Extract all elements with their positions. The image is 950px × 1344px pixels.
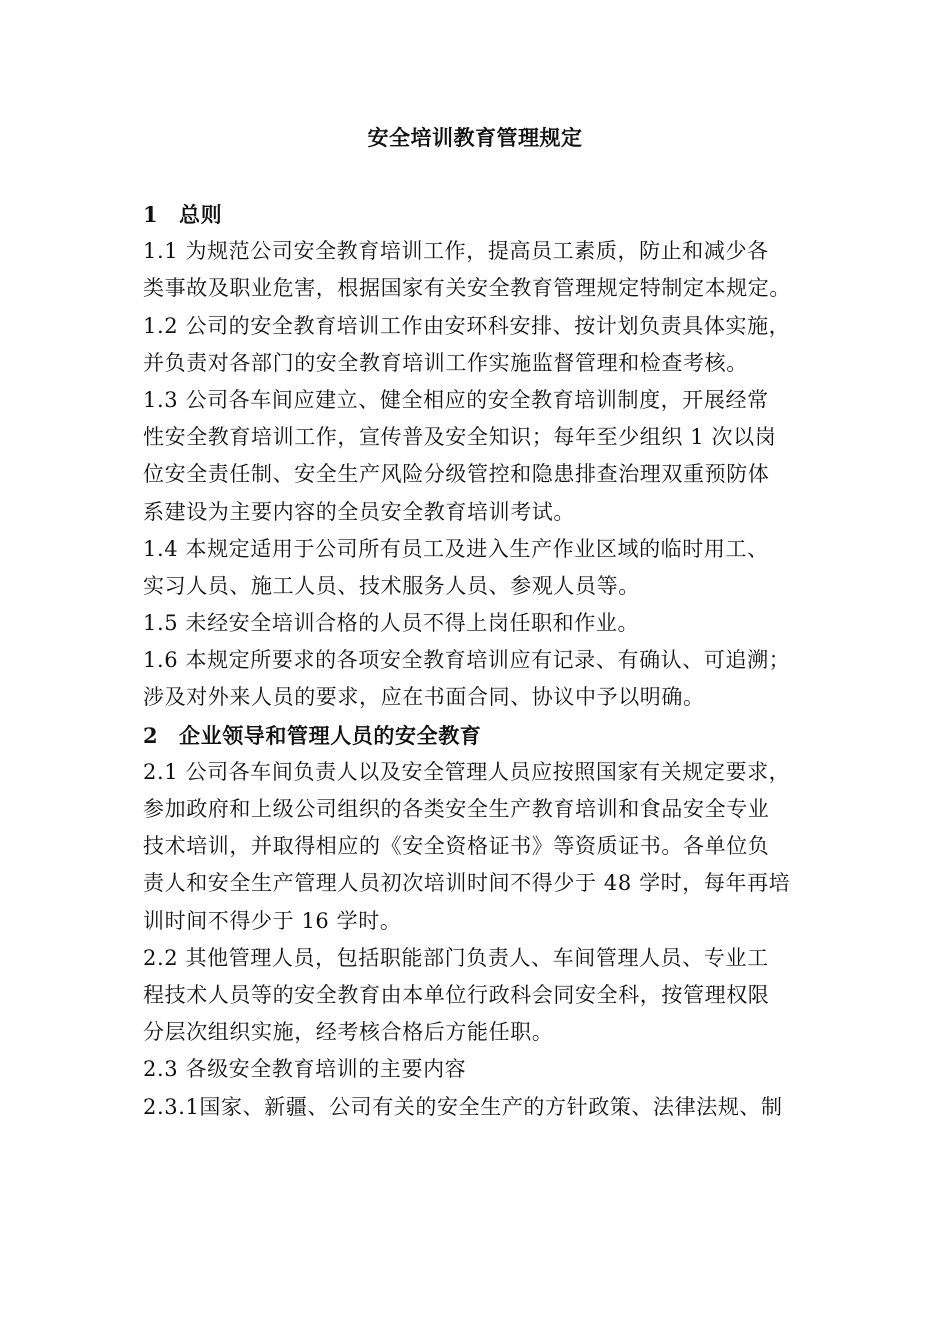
paragraph-line: 2.3 各级安全教育培训的主要内容 [143,1057,467,1082]
paragraph-line: 2.3.1国家、新疆、公司有关的安全生产的方针政策、法律法规、制 [143,1094,783,1119]
paragraph-line: 并负责对各部门的安全教育培训工作实施监督管理和检查考核。 [143,350,748,375]
section-heading [143,196,808,233]
document-title: 安全培训教育管理规定 [367,125,583,150]
section-title: 总则 [179,202,223,227]
section-number: 1 [143,202,159,227]
section-heading [143,717,808,754]
paragraph-line: 位安全责任制、安全生产风险分级管控和隐患排查治理双重预防体 [143,462,770,487]
paragraph-line: 程技术人员等的安全教育由本单位行政科会同安全科，按管理权限 [143,982,770,1007]
paragraph-line: 实习人员、施工人员、技术服务人员、参观人员等。 [143,573,640,598]
paragraph-line: 1.2 公司的安全教育培训工作由安环科安排、按计划负责具体实施， [143,313,791,338]
paragraph-line: 2.1 公司各车间负责人以及安全管理人员应按照国家有关规定要求， [143,759,791,784]
paragraph-line: 性安全教育培训工作，宣传普及安全知识；每年至少组织 1 次以岗 [143,425,777,450]
paragraph-line: 训时间不得少于 16 学时。 [143,908,402,933]
section-number: 2 [143,722,159,748]
paragraph-line: 责人和安全生产管理人员初次培训时间不得少于 48 学时，每年再培 [143,871,791,896]
document-body [143,196,808,1126]
paragraph-line: 1.3 公司各车间应建立、健全相应的安全教育培训制度，开展经常 [143,387,769,412]
paragraph-line: 参加政府和上级公司组织的各类安全生产教育培训和食品安全专业 [143,797,770,821]
paragraph-line: 系建设为主要内容的全员安全教育培训考试。 [143,499,575,524]
paragraph-line: 1.5 未经安全培训合格的人员不得上岗任职和作业。 [143,611,640,636]
paragraph-line: 分层次组织实施，经考核合格后方能任职。 [143,1020,554,1045]
paragraph-line: 2.2 其他管理人员，包括职能部门负责人、车间管理人员、专业工 [143,945,769,970]
paragraph-line: 技术培训，并取得相应的《安全资格证书》等资质证书。各单位负 [143,834,770,859]
paragraph-line: 涉及对外来人员的要求，应在书面合同、协议中予以明确。 [143,685,705,710]
paragraph-line: 类事故及职业危害，根据国家有关安全教育管理规定特制定本规定。 [143,276,791,301]
paragraph-line: 1.4 本规定适用于公司所有员工及进入生产作业区域的临时用工、 [143,536,769,561]
paragraph-line: 1.6 本规定所要求的各项安全教育培训应有记录、有确认、可追溯； [143,648,791,673]
paragraph-line: 1.1 为规范公司安全教育培训工作，提高员工素质，防止和减少各 [143,239,769,264]
section-title: 企业领导和管理人员的安全教育 [179,722,482,748]
